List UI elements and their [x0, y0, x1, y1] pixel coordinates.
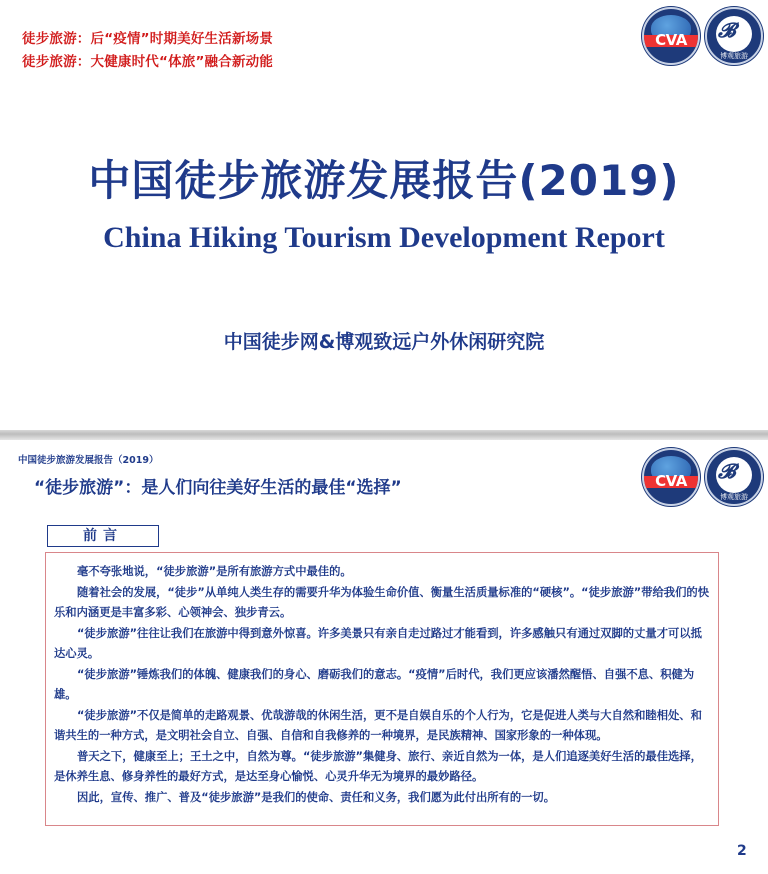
hiker-icon: 𝓑 — [718, 461, 736, 483]
slide-divider — [0, 430, 768, 440]
preface-paragraph: 毫不夸张地说，“徒步旅游”是所有旅游方式中最佳的。 — [77, 565, 352, 578]
cva-logo — [642, 7, 700, 65]
cover-slide — [0, 0, 768, 430]
cva-logo — [642, 448, 700, 506]
report-title: 中国徒步旅游发展报告(2019) — [88, 156, 680, 205]
preface-paragraph: 随着社会的发展，“徒步”从单纯人类生存的需要升华为体验生命价值、衡量生活质量标准的“硬核”。“徒步旅游”带给我们的快乐和内涵更是丰富多彩、心领神会、独步青云。 — [54, 585, 709, 619]
publisher: 中国徒步网&博观致远户外休闲研究院 — [223, 331, 545, 353]
tagline-2: 徒步旅游：大健康时代“体旅”融合新动能 — [22, 54, 274, 70]
cva-logo-text: CVA — [655, 472, 687, 490]
slide-title: “徒步旅游”：是人们向往美好生活的最佳“选择” — [34, 478, 402, 498]
preface-paragraph: “徒步旅游”不仅是简单的走路观景、优哉游哉的休闲生活，更不是自娱自乐的个人行为，它是促进人类与大自然和睦相处、和谐共生的一种方式，是文明社会自立、自强、自信和自我修养的一种境界，是民族精神、国家形象的一种体现。 — [54, 708, 702, 742]
preface-paragraph: “徒步旅游”往往让我们在旅游中得到意外惊喜。许多美景只有亲自走过路过才能看到，许多感触只有通过双脚的丈量才可以抵达心灵。 — [54, 626, 702, 660]
tagline-1: 徒步旅游：后“疫情”时期美好生活新场景 — [22, 31, 274, 47]
preface-paragraph: 普天之下，健康至上；王土之中，自然为尊。“徒步旅游”集健身、旅行、亲近自然为一体，是人们追逐美好生活的最佳选择，是休养生息、修身养性的最好方式，是达至身心愉悦、心灵升华无为境界的最妙路径。 — [54, 749, 702, 783]
preface-slide — [0, 440, 768, 874]
preface-paragraph: 因此，宣传、推广、普及“徒步旅游”是我们的使命、责任和义务，我们愿为此付出所有的一切。 — [77, 790, 556, 804]
boguan-logo — [705, 448, 763, 506]
boguan-logo — [705, 7, 763, 65]
cva-logo-text: CVA — [655, 31, 687, 49]
boguan-logo-caption: 博观旅游 — [720, 52, 748, 60]
preface-paragraph: “徒步旅游”锤炼我们的体魄、健康我们的身心、磨砺我们的意志。“疫情”后时代，我们更应该潘然醒悟、自强不息、积健为雄。 — [54, 667, 695, 701]
running-head: 中国徒步旅游发展报告（2019） — [18, 455, 159, 466]
report-title-english: China Hiking Tourism Development Report — [103, 221, 665, 254]
hiker-icon: 𝓑 — [718, 20, 736, 42]
boguan-logo-caption: 博观旅游 — [720, 493, 748, 501]
preface-heading: 前言 — [47, 525, 159, 547]
preface-text-box — [45, 552, 719, 826]
page-number: 2 — [737, 843, 747, 859]
